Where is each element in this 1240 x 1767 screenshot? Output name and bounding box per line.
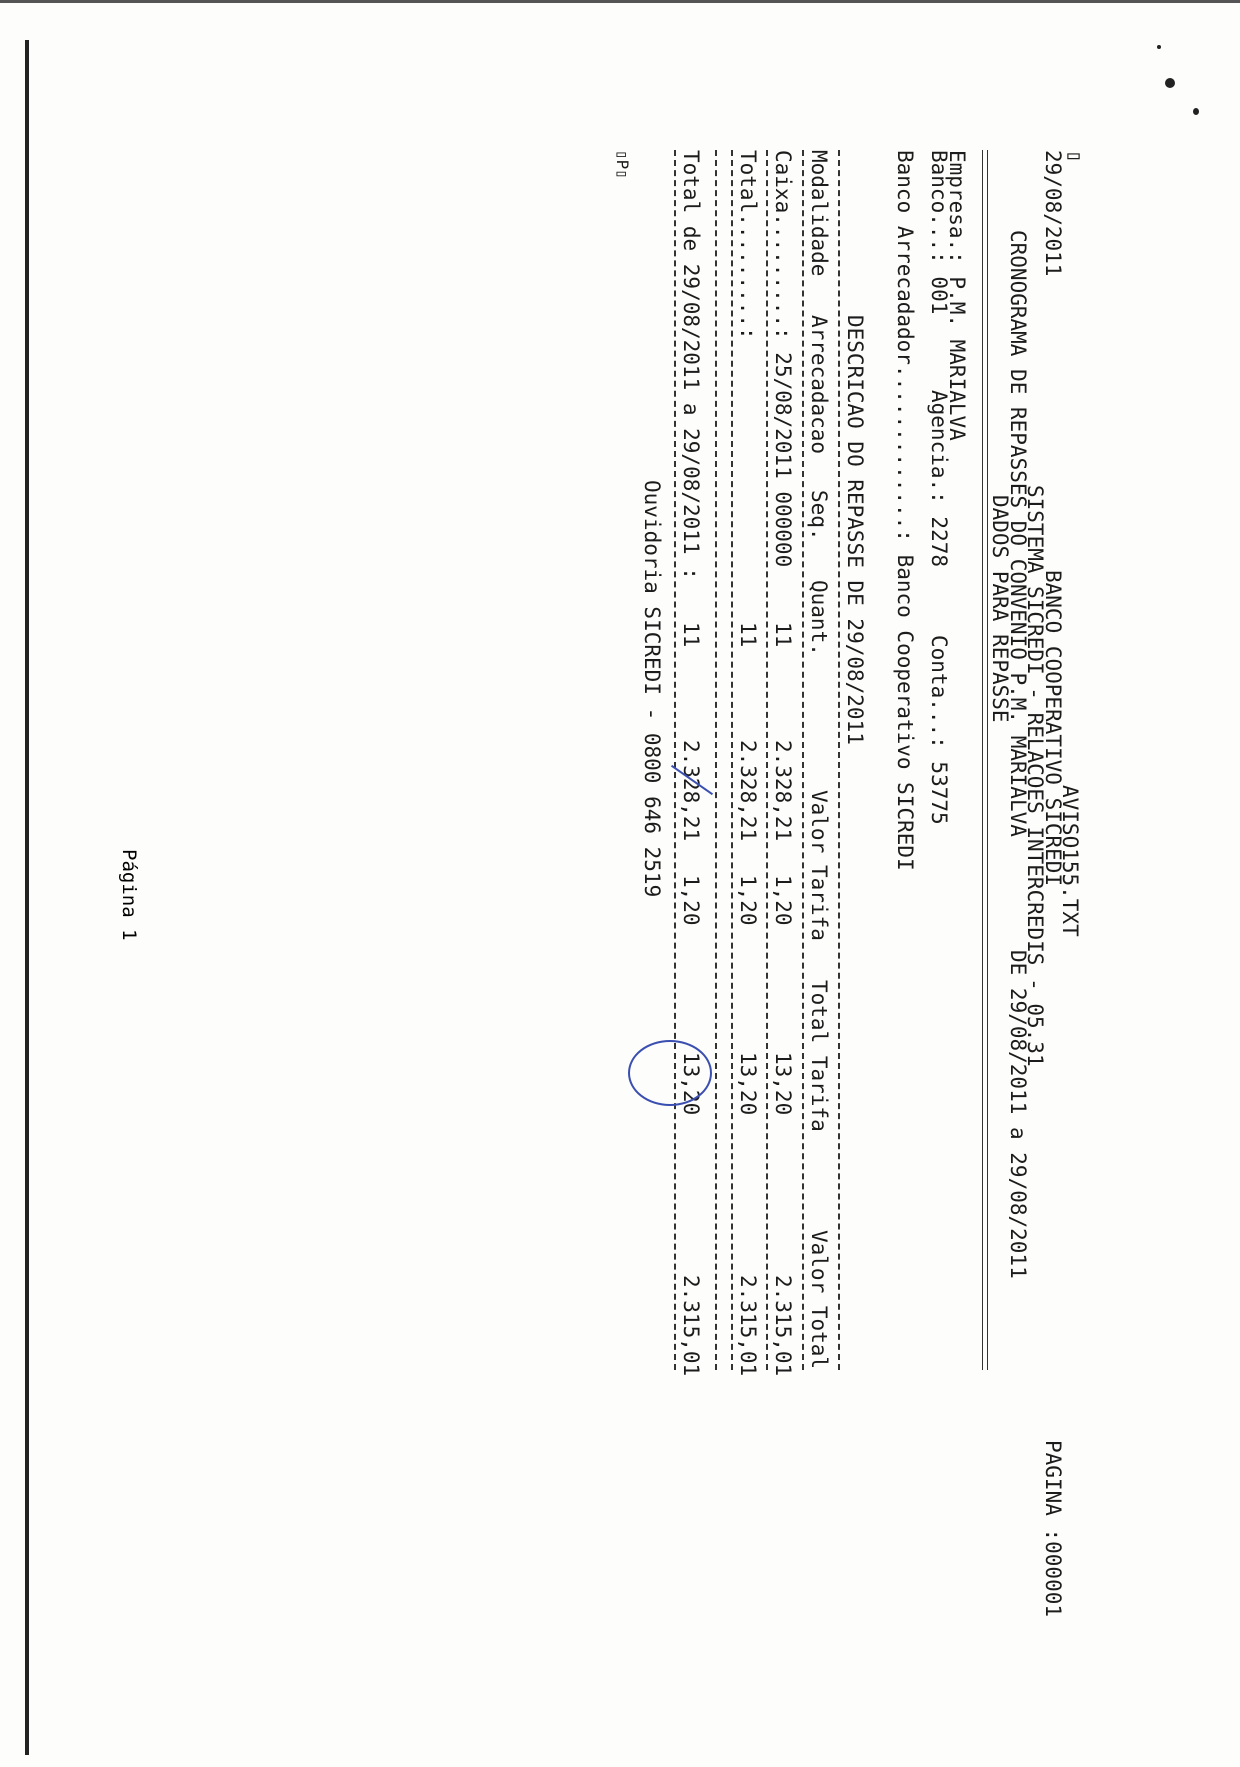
total-valor: 2.328,21 <box>736 740 760 842</box>
dashed-divider <box>674 150 676 1370</box>
banco: Banco...: 001 <box>927 150 951 315</box>
col-seq: Seq. <box>807 490 831 541</box>
report-title: CRONOGRAMA DE REPASSES DO CONVENIO P.M. MARIALVA <box>1006 230 1030 837</box>
double-divider <box>982 150 988 1370</box>
col-tarifa: Tarifa <box>807 865 831 941</box>
ouvidoria: Ouvidoria SICREDI - 0800 646 2519 <box>640 480 664 898</box>
dashed-divider <box>802 150 804 1370</box>
period-total-valor-total: 2.315,01 <box>679 1275 703 1377</box>
empresa: Empresa.: P.M. MARIALVA <box>945 150 969 441</box>
total-valor-total: 2.315,01 <box>736 1275 760 1377</box>
dashed-divider <box>838 150 840 1370</box>
control-chars: ▯P▯ <box>613 150 632 179</box>
scan-speck <box>1157 45 1161 49</box>
page-label: PAGINA :000001 <box>1041 1440 1065 1618</box>
total-label: Total.........: <box>736 150 760 340</box>
period-total-valor: 2.328,21 <box>679 740 703 842</box>
rotated-printout <box>0 150 1085 1750</box>
total-tarifa: 1,20 <box>736 875 760 926</box>
section-title: DADOS PARA REPASSE <box>988 495 1012 723</box>
report-date: 29/08/2011 <box>1041 150 1065 277</box>
scan-top-edge <box>0 0 1240 3</box>
period-total-tarifa: 1,20 <box>679 875 703 926</box>
scan-speck <box>1193 108 1199 115</box>
col-valor: Valor <box>807 790 831 854</box>
banco-arrecadador: Banco Arrecadador.............: Banco Cooperativo SICREDI <box>893 150 917 871</box>
col-quant: Quant. <box>807 580 831 656</box>
dashed-divider <box>715 150 717 1370</box>
period-total-label: Total de 29/08/2011 a 29/08/2011 : <box>679 150 703 580</box>
agencia: Agencia.: 2278 <box>927 390 951 568</box>
row-valor-total: 2.315,01 <box>771 1275 795 1377</box>
repasse-title: DESCRICAO DO REPASSE DE 29/08/2011 <box>843 315 867 745</box>
row-label: Caixa.........: 25/08/2011 000000 <box>771 150 795 568</box>
scan-speck <box>1165 78 1175 88</box>
row-quant: 11 <box>771 622 795 648</box>
conta: Conta...: 53775 <box>927 635 951 825</box>
period-total-quant: 11 <box>679 622 703 648</box>
row-total-tarifa: 13,20 <box>771 1052 795 1116</box>
page-footer: Página 1 <box>118 849 140 941</box>
row-valor: 2.328,21 <box>771 740 795 842</box>
report-period: DE 29/08/2011 a 29/08/2011 <box>1006 950 1030 1279</box>
col-arrecadacao: Arrecadacao <box>807 315 831 455</box>
total-quant: 11 <box>736 622 760 648</box>
dashed-divider <box>731 150 733 1370</box>
row-tarifa: 1,20 <box>771 875 795 926</box>
col-valor-total: Valor Total <box>807 1230 831 1370</box>
bank-name: BANCO COOPERATIVO SICREDI <box>1041 570 1065 887</box>
col-modalidade: Modalidade <box>807 150 831 277</box>
total-total-tarifa: 13,20 <box>736 1052 760 1116</box>
period-total-total-tarifa: 13,20 <box>679 1052 703 1116</box>
system-title: SISTEMA SICREDI - RELACOES INTERCREDIS - 05.31 <box>1023 485 1047 1067</box>
dashed-divider <box>766 150 768 1370</box>
col-total-tarifa: Total Tarifa <box>807 980 831 1132</box>
control-char-top: ▯ <box>1063 150 1087 163</box>
pen-circle-mark <box>628 1040 712 1106</box>
file-name: AVISO155.TXT <box>1058 785 1082 937</box>
